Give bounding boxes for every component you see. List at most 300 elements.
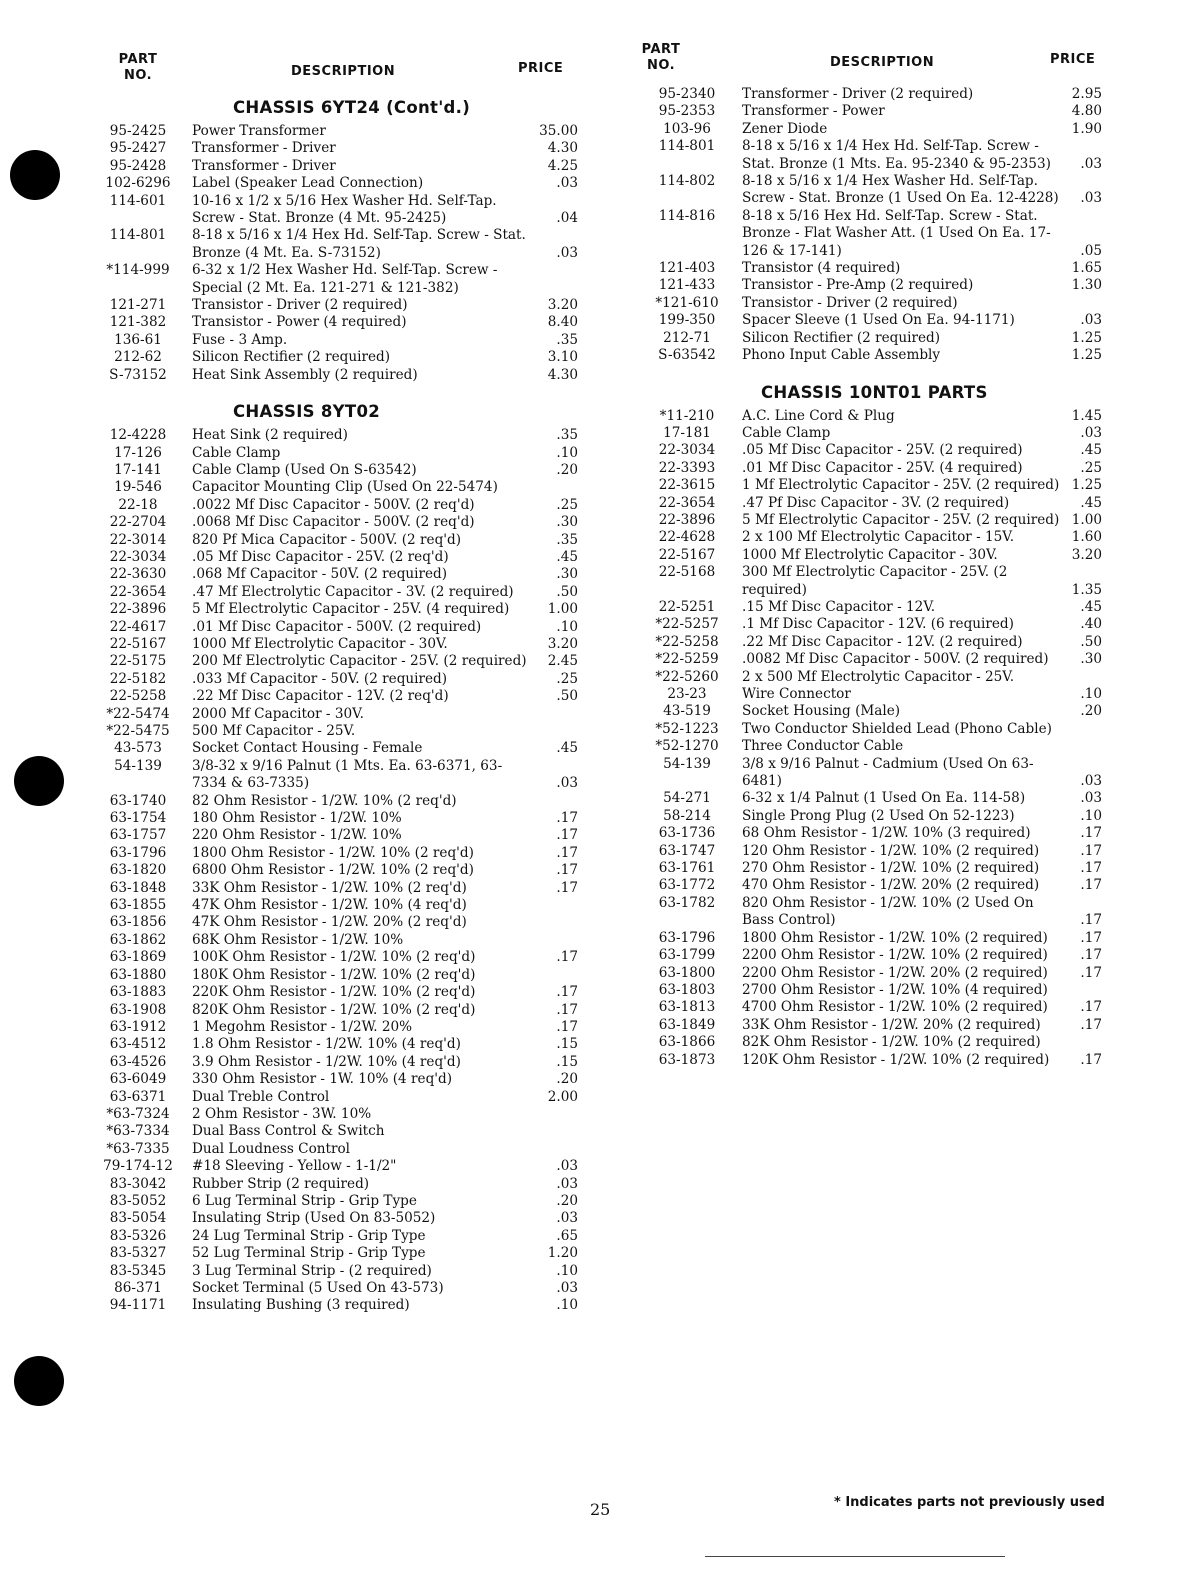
- part-description: 5 Mf Electrolytic Capacitor - 25V. (4 required): [192, 601, 510, 618]
- part-price: .17: [556, 844, 578, 861]
- part-number: *22-5475: [106, 723, 170, 739]
- part-description: Socket Terminal (5 Used On 43-573): [192, 1280, 444, 1296]
- part-number: 22-5167: [109, 635, 167, 652]
- part-number: 22-3014: [109, 531, 167, 548]
- part-price: .45: [556, 740, 578, 757]
- part-price: .05: [1080, 242, 1102, 259]
- part-description: Transformer - Power: [742, 103, 885, 120]
- part-description: Insulating Bushing (3 required): [192, 1297, 410, 1314]
- header-description: DESCRIPTION: [291, 64, 396, 79]
- part-price: .03: [556, 1210, 578, 1227]
- part-row: [88, 949, 578, 966]
- part-price: .03: [556, 175, 578, 192]
- left-sections: [88, 98, 578, 1315]
- part-row: [88, 723, 578, 740]
- part-row: [636, 669, 1102, 686]
- part-row: [88, 1106, 578, 1123]
- part-row: [636, 564, 1102, 599]
- part-number: 54-271: [663, 790, 711, 807]
- part-price: .17: [556, 827, 578, 844]
- part-description: .033 Mf Capacitor - 50V. (2 required): [192, 670, 448, 687]
- header-part-no: [636, 42, 686, 74]
- part-price: .03: [556, 1175, 578, 1192]
- part-description: 820 Ohm Resistor - 1/2W. 10% (2 Used On Bass Control): [742, 894, 1034, 929]
- part-row: [88, 1263, 578, 1280]
- part-row: [88, 601, 578, 618]
- part-row: [88, 1054, 578, 1071]
- part-row: [636, 312, 1102, 329]
- part-description: 2000 Mf Capacitor - 30V.: [192, 705, 364, 722]
- part-price: 2.95: [1071, 86, 1102, 102]
- part-price: 3.10: [547, 349, 578, 366]
- part-description: Insulating Strip (Used On 83-5052): [192, 1210, 436, 1227]
- header-price: PRICE: [1050, 52, 1096, 67]
- part-price: .04: [556, 210, 578, 227]
- part-number: 63-1799: [658, 947, 716, 964]
- part-description: .0082 Mf Disc Capacitor - 500V. (2 required): [742, 651, 1049, 668]
- part-row: [636, 295, 1102, 312]
- part-price: 1.45: [1071, 407, 1102, 424]
- part-price: 1.90: [1071, 120, 1102, 137]
- part-description: .22 Mf Disc Capacitor - 12V. (2 required): [742, 633, 1023, 650]
- part-number: 22-3654: [109, 583, 167, 600]
- part-row: [636, 930, 1102, 947]
- part-description: Cable Clamp (Used On S-63542): [192, 461, 417, 478]
- part-row: [88, 1036, 578, 1053]
- part-number: 19-546: [114, 479, 162, 496]
- part-row: [88, 1176, 578, 1193]
- part-row: [636, 843, 1102, 860]
- part-description: .01 Mf Disc Capacitor - 500V. (2 required): [192, 618, 482, 635]
- part-price: 3.20: [1071, 546, 1102, 563]
- part-price: .17: [1080, 877, 1102, 894]
- part-number: 63-1820: [109, 862, 167, 879]
- part-price: .45: [556, 548, 578, 565]
- part-description: 2700 Ohm Resistor - 1/2W. 10% (4 required): [742, 981, 1048, 998]
- part-price: .45: [1080, 442, 1102, 459]
- part-price: .20: [556, 1071, 578, 1088]
- part-row: [636, 1034, 1102, 1051]
- parts-section: [636, 365, 1102, 1069]
- part-price: 4.30: [547, 140, 578, 157]
- part-description: 820 Pf Mica Capacitor - 500V. (2 req'd): [192, 531, 462, 548]
- part-row: [636, 599, 1102, 616]
- part-description: 24 Lug Terminal Strip - Grip Type: [192, 1227, 426, 1244]
- part-number: 63-4526: [109, 1053, 167, 1070]
- part-row: [636, 616, 1102, 633]
- header-part-no: [88, 52, 188, 84]
- part-price: .15: [556, 1053, 578, 1070]
- part-price: .03: [1080, 155, 1102, 172]
- part-description: Cable Clamp: [742, 424, 831, 441]
- part-number: 22-5258: [109, 688, 167, 705]
- part-number: 22-5251: [658, 598, 716, 615]
- part-row: [88, 262, 578, 297]
- part-price: .03: [556, 1280, 578, 1296]
- part-description: 6-32 x 1/2 Hex Washer Hd. Self-Tap. Screw - Special (2 Mt. Ea. 121-271 & 121-382): [192, 262, 498, 296]
- part-price: .30: [1080, 651, 1102, 668]
- part-description: 68K Ohm Resistor - 1/2W. 10%: [192, 931, 404, 948]
- part-number: 212-71: [663, 329, 711, 346]
- part-description: .1 Mf Disc Capacitor - 12V. (6 required): [742, 616, 1014, 633]
- part-price: .45: [1080, 598, 1102, 615]
- part-row: [88, 706, 578, 723]
- part-description: .47 Pf Disc Capacitor - 3V. (2 required): [742, 494, 1010, 511]
- part-description: 2 x 500 Mf Electrolytic Capacitor - 25V.: [742, 668, 1015, 685]
- part-price: .35: [556, 331, 578, 348]
- part-row: [88, 297, 578, 314]
- part-row: [636, 651, 1102, 668]
- part-number: 83-3042: [109, 1175, 167, 1192]
- part-row: [636, 408, 1102, 425]
- part-number: 63-1848: [109, 879, 167, 896]
- part-price: 35.00: [539, 123, 578, 139]
- section-gap: [636, 365, 1102, 379]
- part-price: .03: [1080, 773, 1102, 790]
- part-row: [636, 721, 1102, 738]
- part-row: [88, 1123, 578, 1140]
- part-description: Transformer - Driver: [192, 140, 336, 157]
- part-description: Phono Input Cable Assembly: [742, 347, 941, 364]
- part-description: 1800 Ohm Resistor - 1/2W. 10% (2 req'd): [192, 844, 474, 861]
- part-description: Transistor - Power (4 required): [192, 314, 407, 331]
- part-price: 1.20: [547, 1245, 578, 1262]
- part-description: 220 Ohm Resistor - 1/2W. 10%: [192, 827, 402, 844]
- part-number: 83-5326: [109, 1227, 167, 1244]
- part-number: 63-1782: [658, 894, 716, 911]
- part-row: [636, 860, 1102, 877]
- part-row: [88, 862, 578, 879]
- part-number: 114-816: [658, 207, 716, 224]
- section-title: CHASSIS 8YT02: [233, 402, 381, 422]
- part-row: [636, 634, 1102, 651]
- part-row: [636, 347, 1102, 364]
- part-number: 79-174-12: [103, 1158, 173, 1175]
- part-price: .25: [1080, 459, 1102, 476]
- part-number: *52-1270: [655, 738, 719, 755]
- part-row: [88, 932, 578, 949]
- part-price: .03: [1080, 790, 1102, 807]
- part-description: 6800 Ohm Resistor - 1/2W. 10% (2 req'd): [192, 862, 474, 879]
- part-row: [636, 529, 1102, 546]
- part-row: [88, 227, 578, 262]
- part-number: *22-5259: [655, 651, 719, 668]
- part-number: 63-4512: [109, 1036, 167, 1053]
- parts-section: [636, 86, 1102, 365]
- part-number: 114-801: [109, 227, 167, 244]
- part-row: [88, 984, 578, 1001]
- part-price: .10: [556, 1262, 578, 1279]
- part-row: [636, 495, 1102, 512]
- part-price: .17: [1080, 964, 1102, 981]
- part-number: S-73152: [109, 366, 167, 383]
- part-price: 1.25: [1071, 477, 1102, 494]
- part-number: 63-1772: [658, 877, 716, 894]
- part-number: 95-2425: [109, 123, 167, 139]
- section-gap: [88, 384, 578, 398]
- part-row: [88, 445, 578, 462]
- part-description: 3/8-32 x 9/16 Palnut (1 Mts. Ea. 63-6371, 63-7334 & 63-7335): [192, 757, 503, 792]
- part-row: [636, 790, 1102, 807]
- part-price: .50: [556, 688, 578, 705]
- part-number: 121-403: [658, 260, 716, 277]
- part-price: .10: [556, 618, 578, 635]
- part-row: [88, 688, 578, 705]
- part-row: [636, 1017, 1102, 1034]
- part-row: [88, 758, 578, 793]
- part-price: 4.25: [547, 157, 578, 174]
- part-row: [636, 460, 1102, 477]
- part-row: [636, 138, 1102, 173]
- part-description: Two Conductor Shielded Lead (Phono Cable): [742, 720, 1052, 737]
- part-price: .10: [556, 1297, 578, 1314]
- part-row: [636, 208, 1102, 260]
- part-row: [88, 314, 578, 331]
- part-description: 3/8 x 9/16 Palnut - Cadmium (Used On 63-6481): [742, 755, 1034, 790]
- part-price: 2.00: [547, 1088, 578, 1105]
- part-number: 121-433: [658, 277, 716, 294]
- part-row: [88, 514, 578, 531]
- part-description: 180 Ohm Resistor - 1/2W. 10%: [192, 810, 402, 827]
- part-description: Socket Housing (Male): [742, 703, 901, 720]
- part-row: [88, 740, 578, 757]
- part-price: .17: [556, 810, 578, 827]
- part-row: [88, 332, 578, 349]
- part-number: 83-5345: [109, 1262, 167, 1279]
- part-description: 3.9 Ohm Resistor - 1/2W. 10% (4 req'd): [192, 1053, 461, 1070]
- part-description: A.C. Line Cord & Plug: [742, 407, 895, 424]
- part-description: 2200 Ohm Resistor - 1/2W. 10% (2 required): [742, 947, 1048, 964]
- part-price: 4.80: [1071, 103, 1102, 120]
- part-description: 470 Ohm Resistor - 1/2W. 20% (2 required): [742, 877, 1040, 894]
- part-price: .50: [1080, 633, 1102, 650]
- part-price: 3.20: [547, 297, 578, 314]
- part-price: .45: [1080, 494, 1102, 511]
- part-row: [636, 756, 1102, 791]
- part-number: 22-3034: [658, 442, 716, 459]
- part-description: Wire Connector: [742, 686, 851, 702]
- part-row: [88, 897, 578, 914]
- part-description: Transformer - Driver (2 required): [742, 86, 974, 102]
- part-row: [88, 1228, 578, 1245]
- part-row: [636, 703, 1102, 720]
- part-number: 43-519: [663, 703, 711, 720]
- footnote: * Indicates parts not previously used: [834, 1495, 1105, 1510]
- part-row: [636, 330, 1102, 347]
- part-price: .50: [556, 583, 578, 600]
- part-price: .35: [556, 427, 578, 444]
- part-description: 500 Mf Capacitor - 25V.: [192, 723, 356, 739]
- right-column: [636, 42, 1102, 1069]
- punch-hole: [14, 756, 64, 806]
- part-price: .03: [556, 1158, 578, 1175]
- part-row: [636, 965, 1102, 982]
- part-description: Capacitor Mounting Clip (Used On 22-5474): [192, 479, 498, 496]
- part-description: Silicon Rectifier (2 required): [742, 329, 941, 346]
- part-description: Dual Loudness Control: [192, 1140, 351, 1157]
- part-row: [88, 1089, 578, 1106]
- part-price: .03: [1080, 190, 1102, 207]
- part-row: [88, 827, 578, 844]
- part-price: 1.30: [1071, 277, 1102, 294]
- part-description: .22 Mf Disc Capacitor - 12V. (2 req'd): [192, 688, 449, 705]
- part-number: 43-573: [114, 740, 162, 757]
- part-description: .0068 Mf Disc Capacitor - 500V. (2 req'd): [192, 514, 475, 531]
- part-price: 4.30: [547, 366, 578, 383]
- part-number: 63-1869: [109, 949, 167, 966]
- part-number: 63-1754: [109, 810, 167, 827]
- part-description: .15 Mf Disc Capacitor - 12V.: [742, 598, 936, 615]
- part-number: 23-23: [667, 686, 707, 702]
- part-description: 2 x 100 Mf Electrolytic Capacitor - 15V.: [742, 529, 1015, 546]
- part-row: [88, 566, 578, 583]
- header-price: PRICE: [518, 61, 564, 76]
- part-row: [636, 86, 1102, 103]
- part-row: [636, 686, 1102, 703]
- part-description: Heat Sink (2 required): [192, 427, 348, 444]
- part-price: .17: [1080, 825, 1102, 842]
- part-number: 17-141: [114, 461, 162, 478]
- part-description: 220K Ohm Resistor - 1/2W. 10% (2 req'd): [192, 984, 476, 1001]
- part-row: [88, 427, 578, 444]
- part-number: 17-181: [663, 424, 711, 441]
- part-row: [88, 367, 578, 384]
- part-number: 22-3034: [109, 548, 167, 565]
- part-number: 63-1856: [109, 914, 167, 931]
- part-number: 22-5182: [109, 670, 167, 687]
- part-number: 63-1912: [109, 1018, 167, 1035]
- part-price: .20: [1080, 703, 1102, 720]
- part-description: .05 Mf Disc Capacitor - 25V. (2 req'd): [192, 548, 449, 565]
- part-description: 1 Mf Electrolytic Capacitor - 25V. (2 required): [742, 477, 1060, 494]
- part-row: [636, 738, 1102, 755]
- part-number: 17-126: [114, 444, 162, 461]
- part-price: .15: [556, 1036, 578, 1053]
- part-number: *63-7324: [106, 1105, 170, 1122]
- part-description: 300 Mf Electrolytic Capacitor - 25V. (2 required): [742, 564, 1008, 598]
- part-description: Dual Treble Control: [192, 1088, 330, 1105]
- divider: [705, 1556, 1005, 1557]
- part-price: .03: [556, 775, 578, 792]
- part-row: [636, 547, 1102, 564]
- part-price: .17: [556, 1001, 578, 1018]
- part-number: 63-1883: [109, 984, 167, 1001]
- part-row: [88, 479, 578, 496]
- part-row: [88, 810, 578, 827]
- part-number: 83-5052: [109, 1192, 167, 1209]
- part-number: 63-1880: [109, 966, 167, 983]
- section-title: CHASSIS 6YT24 (Cont'd.): [233, 98, 471, 117]
- part-row: [88, 175, 578, 192]
- part-number: 54-139: [114, 757, 162, 774]
- part-row: [636, 173, 1102, 208]
- part-number: *63-7334: [106, 1123, 170, 1140]
- part-description: 6-32 x 1/4 Palnut (1 Used On Ea. 114-58): [742, 790, 1026, 807]
- part-description: Socket Contact Housing - Female: [192, 740, 423, 757]
- part-price: .17: [556, 949, 578, 966]
- part-price: .17: [1080, 912, 1102, 929]
- part-row: [636, 877, 1102, 894]
- part-description: 5 Mf Electrolytic Capacitor - 25V. (2 required): [742, 511, 1060, 528]
- part-description: 1.8 Ohm Resistor - 1/2W. 10% (4 req'd): [192, 1036, 461, 1053]
- part-row: [88, 967, 578, 984]
- part-price: .10: [556, 444, 578, 461]
- part-number: 83-5054: [109, 1210, 167, 1227]
- part-number: 22-5167: [658, 546, 716, 563]
- part-number: 22-3896: [109, 601, 167, 618]
- part-number: S-63542: [658, 347, 716, 364]
- part-price: .17: [1080, 1051, 1102, 1068]
- part-price: .03: [1080, 424, 1102, 441]
- part-description: 200 Mf Electrolytic Capacitor - 25V. (2 required): [192, 653, 527, 670]
- part-description: 10-16 x 1/2 x 5/16 Hex Washer Hd. Self-Tap. Screw - Stat. Bronze (4 Mt. 95-2425): [192, 192, 497, 227]
- part-price: 1.65: [1071, 260, 1102, 277]
- part-row: [636, 895, 1102, 930]
- part-number: 95-2353: [658, 103, 716, 120]
- part-description: Zener Diode: [742, 120, 828, 137]
- part-row: [636, 1052, 1102, 1069]
- part-description: 82K Ohm Resistor - 1/2W. 10% (2 required): [742, 1034, 1041, 1051]
- part-price: .25: [556, 496, 578, 513]
- part-number: 63-6371: [109, 1088, 167, 1105]
- part-number: *22-5258: [655, 633, 719, 650]
- part-number: 83-5327: [109, 1245, 167, 1262]
- part-number: 94-1171: [109, 1297, 167, 1314]
- part-number: 114-802: [658, 173, 716, 190]
- part-price: .03: [556, 244, 578, 261]
- part-number: *114-999: [106, 262, 170, 279]
- part-price: 1.60: [1071, 529, 1102, 546]
- part-row: [636, 277, 1102, 294]
- part-row: [636, 825, 1102, 842]
- part-description: Fuse - 3 Amp.: [192, 331, 288, 348]
- part-number: 95-2340: [658, 86, 716, 102]
- part-number: 22-18: [118, 496, 158, 513]
- part-description: 8-18 x 5/16 x 1/4 Hex Hd. Self-Tap. Screw - Stat. Bronze (1 Mts. Ea. 95-2340 & 95-2353): [742, 138, 1051, 172]
- part-row: [636, 425, 1102, 442]
- part-number: 22-4628: [658, 529, 716, 546]
- part-description: Silicon Rectifier (2 required): [192, 349, 391, 366]
- part-number: *121-610: [655, 294, 719, 311]
- part-row: [88, 1158, 578, 1175]
- part-description: .47 Mf Electrolytic Capacitor - 3V. (2 required): [192, 583, 514, 600]
- part-number: 12-4228: [109, 427, 167, 444]
- part-price: .25: [556, 670, 578, 687]
- part-row: [88, 1280, 578, 1297]
- part-description: 6 Lug Terminal Strip - Grip Type: [192, 1192, 417, 1209]
- part-row: [88, 158, 578, 175]
- part-row: [88, 1297, 578, 1314]
- part-description: 8-18 x 5/16 Hex Hd. Self-Tap. Screw - Stat. Bronze - Flat Washer Att. (1 Used On Ea. 17-126 & 17-141): [742, 207, 1051, 259]
- part-price: 8.40: [547, 314, 578, 331]
- part-price: 1.25: [1071, 347, 1102, 364]
- part-number: *22-5257: [655, 616, 719, 633]
- part-row: [636, 442, 1102, 459]
- part-number: 63-1800: [658, 964, 716, 981]
- header-part-line2: NO.: [123, 68, 153, 83]
- part-row: [88, 793, 578, 810]
- part-description: 330 Ohm Resistor - 1W. 10% (4 req'd): [192, 1071, 453, 1088]
- part-number: 63-1757: [109, 827, 167, 844]
- part-description: 33K Ohm Resistor - 1/2W. 10% (2 req'd): [192, 879, 467, 896]
- part-number: 63-1908: [109, 1001, 167, 1018]
- punch-hole: [14, 1356, 64, 1406]
- part-number: 63-1862: [109, 931, 167, 948]
- part-number: 102-6296: [105, 175, 171, 192]
- part-number: 22-5175: [109, 653, 167, 670]
- part-number: 63-1866: [658, 1034, 716, 1051]
- part-number: 114-601: [109, 192, 167, 209]
